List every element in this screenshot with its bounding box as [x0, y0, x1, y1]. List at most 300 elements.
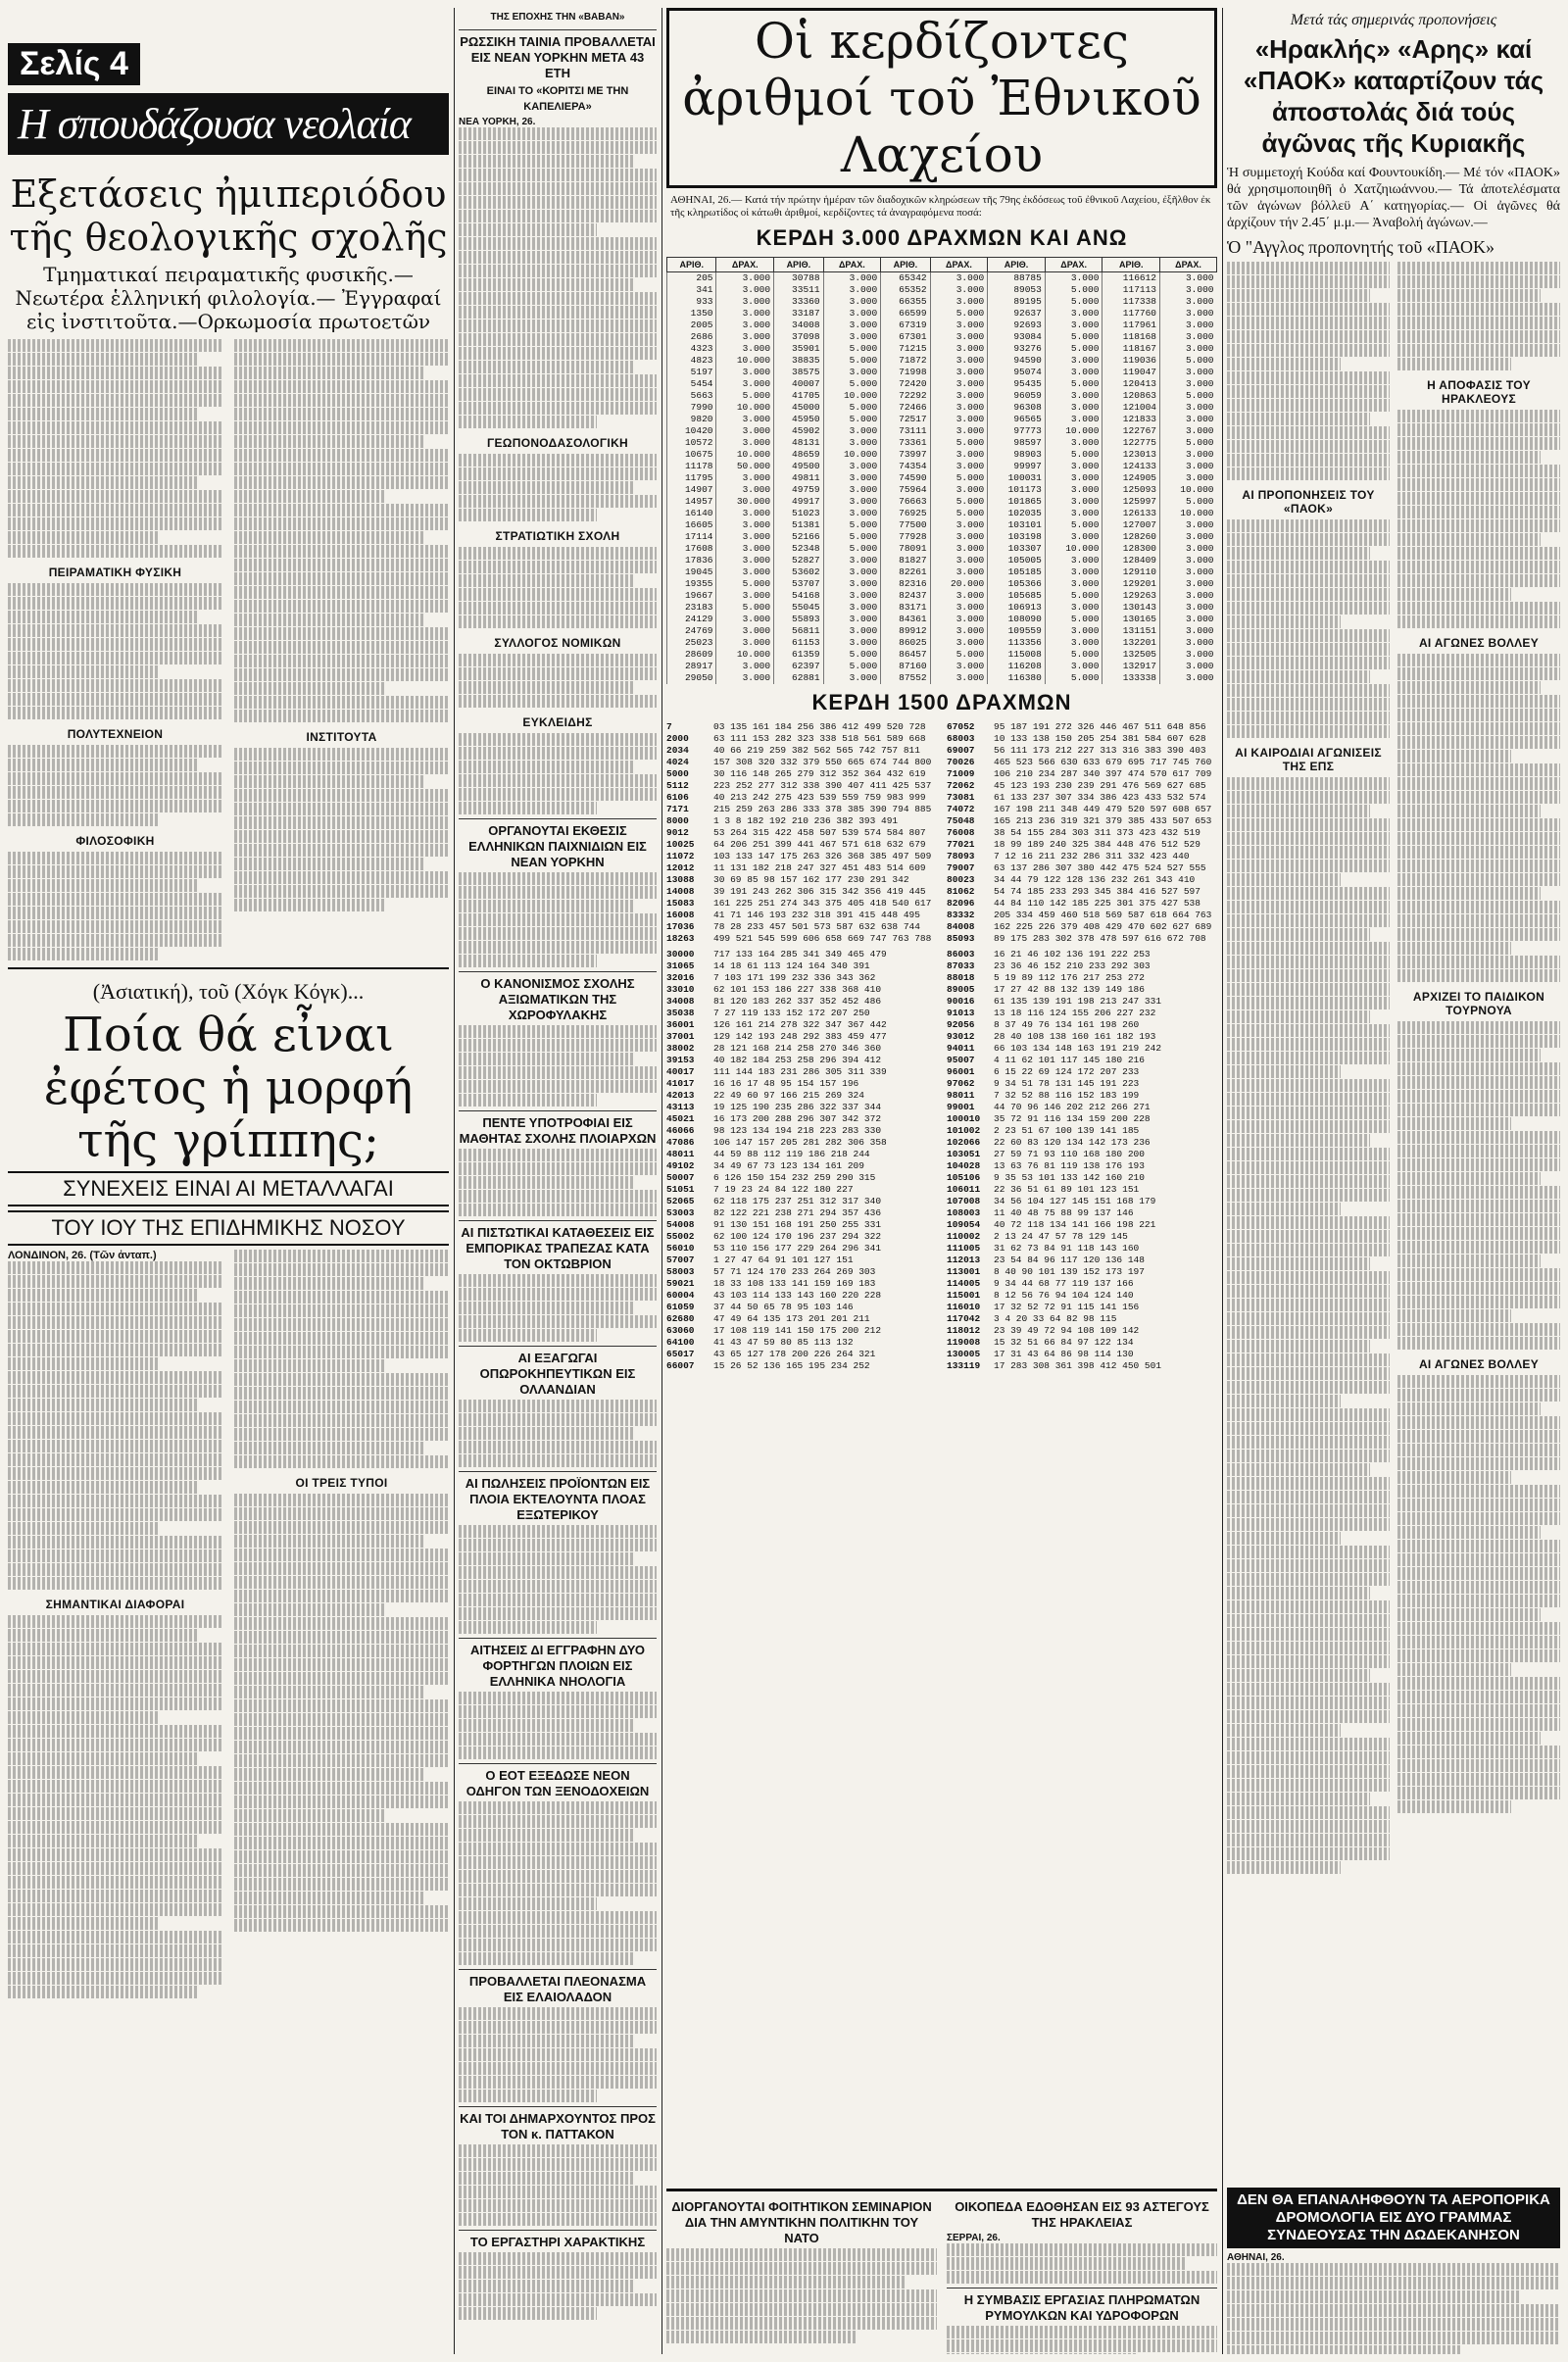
- list-item: [666, 1231, 937, 1243]
- table-row: [667, 614, 1217, 625]
- table-row: [667, 519, 1217, 531]
- sports-kicker: Μετά τάς σημερινάς προπονήσεις: [1290, 12, 1497, 28]
- prize-amount: 3.000: [930, 637, 988, 649]
- list-item: [947, 862, 1217, 874]
- ticket-number: 73997: [881, 449, 930, 461]
- ticket-number: 41705: [774, 390, 823, 402]
- sports-subheadline-coach: Ὁ "Αγγλος προπονητής τοῦ «ΠΑΟΚ»: [1227, 237, 1494, 257]
- winning-endings: 9 35 53 101 133 142 160 210: [994, 1172, 1145, 1183]
- ticket-number: 128409: [1102, 555, 1160, 566]
- list-item: [666, 721, 937, 733]
- ticket-number: 129201: [1102, 578, 1160, 590]
- section-head-paok-training: ΑΙ ΠΡΟΠΟΝΗΣΕΙΣ ΤΟΥ «ΠΑΟΚ»: [1242, 488, 1375, 516]
- ticket-number: 67319: [881, 320, 930, 331]
- prize-amount: 3.000: [1160, 378, 1217, 390]
- prize-amount: 3.000: [1045, 390, 1102, 402]
- winning-endings: 13 63 76 81 119 138 176 193: [994, 1160, 1145, 1171]
- winning-endings: 161 225 251 274 343 375 405 418 540 617: [713, 898, 932, 909]
- list-item: [666, 851, 937, 862]
- series-number: 62680: [666, 1313, 695, 1324]
- winning-endings: 5 19 89 112 176 217 253 272: [994, 972, 1145, 983]
- series-number: 31065: [666, 960, 695, 971]
- list-item: [666, 804, 937, 815]
- series-number: 86003: [947, 949, 975, 960]
- prize-amount: 3.000: [930, 414, 988, 425]
- series-number: 16008: [666, 910, 695, 920]
- series-number: 38002: [666, 1043, 695, 1054]
- list-item: [666, 1043, 937, 1055]
- list-item: [947, 733, 1217, 745]
- section-head-youth-tournament: ΑΡΧΙΖΕΙ ΤΟ ΠΑΙΔΙΚΟΝ ΤΟΥΡΝΟΥΑ: [1412, 990, 1545, 1017]
- prize-amount: 10.000: [716, 449, 774, 461]
- series-number: 36001: [666, 1019, 695, 1030]
- flu-subheadline-1: ΣΥΝΕΧΕΙΣ ΕΙΝΑΙ ΑΙ ΜΕΤΑΛΛΑΓΑΙ: [8, 1171, 449, 1206]
- ticket-number: 121004: [1102, 402, 1160, 414]
- list-item: [947, 768, 1217, 780]
- series-number: 33010: [666, 984, 695, 995]
- ticket-number: 92637: [988, 308, 1046, 320]
- ticket-number: 78091: [881, 543, 930, 555]
- winning-endings: 19 125 190 235 286 322 337 344: [713, 1102, 882, 1112]
- list-item: [947, 1255, 1217, 1266]
- column-news-briefs: [459, 8, 657, 2354]
- list-item: [666, 1090, 937, 1102]
- ticket-number: 96308: [988, 402, 1046, 414]
- prize-amount: 3.000: [1045, 472, 1102, 484]
- prize-amount: 5.000: [1045, 590, 1102, 602]
- list-item: [666, 960, 937, 972]
- prize-amount: 3.000: [1045, 308, 1102, 320]
- prize-1500-list-left: [666, 721, 937, 945]
- list-item: [666, 1113, 937, 1125]
- series-number: 56010: [666, 1243, 695, 1254]
- prize-amount: 3.000: [930, 543, 988, 555]
- list-item: [666, 1278, 937, 1290]
- prize-3000-title: ΚΕΡΔΗ 3.000 ΔΡΑΧΜΩΝ ΚΑΙ ΑΝΩ: [756, 225, 1128, 250]
- series-number: 10025: [666, 839, 695, 850]
- winning-endings: 95 187 191 272 326 446 467 511 648 856: [994, 721, 1206, 732]
- ticket-number: 126133: [1102, 508, 1160, 519]
- winning-endings: 40 213 242 275 423 539 559 759 983 999: [713, 792, 926, 803]
- col-header-number: ΑΡΙΘ.: [774, 258, 823, 272]
- winning-endings: 53 110 156 177 229 264 296 341: [713, 1243, 882, 1254]
- ticket-number: 933: [667, 296, 716, 308]
- list-item: [947, 1207, 1217, 1219]
- ship-sales-headline: ΑΙ ΠΩΛΗΣΕΙΣ ΠΡΟΪΟΝΤΩΝ ΕΙΣ ΠΛΟΙΑ ΕΚΤΕΛΟΥΝΤΑ ΠΛΟΑΣ ΕΞΩΤΕΡΙΚΟΥ: [465, 1476, 651, 1522]
- ticket-number: 5197: [667, 367, 716, 378]
- list-item: [947, 1313, 1217, 1325]
- winning-endings: 8 37 49 76 134 161 198 260: [994, 1019, 1140, 1030]
- bank-deposits-headline: ΑΙ ΠΙΣΤΩΤΙΚΑΙ ΚΑΤΑΘΕΣΕΙΣ ΕΙΣ ΕΜΠΟΡΙΚΑΣ ΤΡΑΠΕΖΑΣ ΚΑΤΑ ΤΟΝ ΟΚΤΩΒΡΙΟΝ: [461, 1225, 655, 1271]
- series-number: 13088: [666, 874, 695, 885]
- prize-amount: 3.000: [1160, 296, 1217, 308]
- list-item: [947, 1196, 1217, 1207]
- prize-amount: 3.000: [716, 672, 774, 684]
- winning-endings: 8 12 56 76 94 104 124 140: [994, 1290, 1134, 1301]
- prize-amount: 3.000: [1045, 625, 1102, 637]
- ticket-number: 106913: [988, 602, 1046, 614]
- flu-subheadline-2: ΤΟΥ ΙΟΥ ΤΗΣ ΕΠΙΔΗΜΙΚΗΣ ΝΟΣΟΥ: [8, 1210, 449, 1246]
- list-item: [666, 1149, 937, 1160]
- ticket-number: 77928: [881, 531, 930, 543]
- ticket-number: 2005: [667, 320, 716, 331]
- list-item: [666, 1313, 937, 1325]
- ticket-number: 118168: [1102, 331, 1160, 343]
- prize-amount: 10.000: [716, 649, 774, 661]
- series-number: 69007: [947, 745, 975, 756]
- list-item: [947, 1243, 1217, 1255]
- series-number: 55002: [666, 1231, 695, 1242]
- prize-long-lists: [666, 949, 1217, 1372]
- series-number: 103051: [947, 1149, 981, 1159]
- ticket-number: 89912: [881, 625, 930, 637]
- prize-amount: 5.000: [930, 472, 988, 484]
- list-item: [947, 972, 1217, 984]
- theology-exams-subheadline: Τμηματικαί πειραματικῆς φυσικῆς.—Νεωτέρα ἑλληνική φιλολογία.— Ἐγγραφαί εἰς ἰνστιτοῦτα.—Ορκωμοσία πρωτοετῶν: [15, 263, 442, 333]
- table-row: [667, 461, 1217, 472]
- table-row: [667, 531, 1217, 543]
- ticket-number: 97773: [988, 425, 1046, 437]
- winning-endings: 57 71 124 170 233 264 269 303: [713, 1266, 876, 1277]
- list-item: [666, 933, 937, 945]
- series-number: 111005: [947, 1243, 981, 1254]
- table-row: [667, 414, 1217, 425]
- list-item: [666, 972, 937, 984]
- prize-amount: 3.000: [930, 449, 988, 461]
- winning-endings: 16 173 200 288 296 307 342 372: [713, 1113, 882, 1124]
- ticket-number: 65342: [881, 272, 930, 285]
- winning-endings: 10 133 138 150 205 254 381 584 607 628: [994, 733, 1206, 744]
- list-item: [947, 1090, 1217, 1102]
- winning-endings: 126 161 214 278 322 347 367 442: [713, 1019, 887, 1030]
- winning-endings: 17 32 52 72 91 115 141 156: [994, 1302, 1140, 1312]
- ticket-number: 1350: [667, 308, 716, 320]
- ticket-number: 61153: [774, 637, 823, 649]
- list-item: [947, 1184, 1217, 1196]
- table-row: [667, 378, 1217, 390]
- gendarmerie-school-headline: Ο ΚΑΝΟΝΙΣΜΟΣ ΣΧΟΛΗΣ ΑΞΙΩΜΑΤΙΚΩΝ ΤΗΣ ΧΩΡΟΦΥΛΑΚΗΣ: [480, 976, 635, 1022]
- series-number: 17036: [666, 921, 695, 932]
- column-sports: [1227, 8, 1560, 2354]
- ticket-number: 117961: [1102, 320, 1160, 331]
- ticket-number: 128300: [1102, 543, 1160, 555]
- ticket-number: 120413: [1102, 378, 1160, 390]
- prize-amount: 3.000: [716, 637, 774, 649]
- prize-amount: 5.000: [823, 519, 881, 531]
- list-item: [666, 1160, 937, 1172]
- section-head-institutes: ΙΝΣΤΙΤΟΥΤΑ: [306, 730, 377, 744]
- prize-amount: 3.000: [823, 590, 881, 602]
- series-number: 133119: [947, 1360, 981, 1371]
- series-number: 115001: [947, 1290, 981, 1301]
- ticket-number: 128260: [1102, 531, 1160, 543]
- series-number: 41017: [666, 1078, 695, 1089]
- section-head-forestry: ΓΕΩΠΟΝΟΔΑΣΟΛΟΓΙΚΗ: [486, 436, 628, 450]
- list-item: [947, 827, 1217, 839]
- ticket-number: 132917: [1102, 661, 1160, 672]
- winning-endings: 17 31 43 64 86 98 114 130: [994, 1349, 1134, 1359]
- prize-amount: 3.000: [930, 661, 988, 672]
- ticket-number: 121833: [1102, 414, 1160, 425]
- winning-endings: 44 59 88 112 119 186 218 244: [713, 1149, 870, 1159]
- list-item: [666, 827, 937, 839]
- ticket-number: 19355: [667, 578, 716, 590]
- list-item: [947, 745, 1217, 757]
- prize-amount: 5.000: [1045, 378, 1102, 390]
- ticket-number: 67301: [881, 331, 930, 343]
- prize-amount: 3.000: [823, 308, 881, 320]
- prize-amount: 3.000: [1160, 543, 1217, 555]
- list-item: [947, 874, 1217, 886]
- list-item: [947, 1337, 1217, 1349]
- lottery-bottom-articles: [666, 2189, 1217, 2354]
- prize-3000-table: [666, 257, 1217, 684]
- winning-endings: 165 213 236 319 321 379 385 433 507 653: [994, 815, 1212, 826]
- series-number: 117042: [947, 1313, 981, 1324]
- prize-amount: 3.000: [1045, 555, 1102, 566]
- epoch-note: ΤΗΣ ΕΠΟΧΗΣ ΤΗΝ «ΒΑΒΑΝ»: [490, 12, 625, 23]
- ticket-number: 10675: [667, 449, 716, 461]
- list-item: [947, 1008, 1217, 1019]
- ticket-number: 76925: [881, 508, 930, 519]
- list-item: [666, 1019, 937, 1031]
- ticket-number: 72292: [881, 390, 930, 402]
- prize-amount: 3.000: [930, 284, 988, 296]
- prize-amount: 3.000: [716, 508, 774, 519]
- plots-dateline: ΣΕΡΡΑΙ, 26.: [947, 2233, 1001, 2243]
- prize-amount: 3.000: [823, 331, 881, 343]
- table-row: [667, 496, 1217, 508]
- winning-endings: 23 39 49 72 94 108 109 142: [994, 1325, 1140, 1336]
- series-number: 49102: [666, 1160, 695, 1171]
- ticket-number: 66355: [881, 296, 930, 308]
- table-row: [667, 637, 1217, 649]
- ticket-number: 66599: [881, 308, 930, 320]
- ticket-number: 82261: [881, 566, 930, 578]
- series-number: 47086: [666, 1137, 695, 1148]
- prize-amount: 3.000: [823, 602, 881, 614]
- prize-amount: 50.000: [716, 461, 774, 472]
- winning-endings: 3 4 20 33 64 82 98 115: [994, 1313, 1117, 1324]
- prize-amount: 3.000: [930, 590, 988, 602]
- series-number: 39153: [666, 1055, 695, 1065]
- prize-amount: 3.000: [1045, 320, 1102, 331]
- list-item: [666, 1184, 937, 1196]
- prize-amount: 3.000: [1045, 496, 1102, 508]
- prize-amount: 3.000: [823, 672, 881, 684]
- list-item: [666, 1290, 937, 1302]
- winning-endings: 03 135 161 184 256 386 412 499 520 728: [713, 721, 926, 732]
- prize-amount: 3.000: [1045, 402, 1102, 414]
- ticket-number: 119036: [1102, 355, 1160, 367]
- prize-amount: 3.000: [1045, 461, 1102, 472]
- series-number: 72062: [947, 780, 975, 791]
- winning-endings: 91 130 151 168 191 250 255 331: [713, 1219, 882, 1230]
- series-number: 68003: [947, 733, 975, 744]
- table-row: [667, 543, 1217, 555]
- winning-endings: 167 198 211 348 449 479 520 597 608 657: [994, 804, 1212, 814]
- prize-amount: 3.000: [1160, 531, 1217, 543]
- ticket-number: 117113: [1102, 284, 1160, 296]
- prize-amount: 5.000: [1045, 519, 1102, 531]
- ticket-number: 81827: [881, 555, 930, 566]
- ticket-number: 129263: [1102, 590, 1160, 602]
- series-number: 37001: [666, 1031, 695, 1042]
- ticket-number: 86457: [881, 649, 930, 661]
- series-number: 75048: [947, 815, 975, 826]
- list-item: [947, 1302, 1217, 1313]
- prize-amount: 5.000: [1045, 672, 1102, 684]
- winning-endings: 106 210 234 287 340 397 474 570 617 709: [994, 768, 1212, 779]
- prize-amount: 3.000: [930, 672, 988, 684]
- prize-amount: 5.000: [716, 390, 774, 402]
- winning-endings: 41 71 146 193 232 318 391 415 448 495: [713, 910, 920, 920]
- ticket-number: 103198: [988, 531, 1046, 543]
- table-row: [667, 449, 1217, 461]
- ticket-number: 45000: [774, 402, 823, 414]
- prize-amount: 3.000: [1160, 308, 1217, 320]
- prize-amount: 3.000: [823, 625, 881, 637]
- ticket-number: 11795: [667, 472, 716, 484]
- prize-amount: 3.000: [823, 296, 881, 308]
- ticket-number: 40007: [774, 378, 823, 390]
- series-number: 78093: [947, 851, 975, 861]
- ticket-number: 65352: [881, 284, 930, 296]
- winning-endings: 22 49 60 97 166 215 269 324: [713, 1090, 864, 1101]
- prize-amount: 5.000: [1160, 355, 1217, 367]
- series-number: 84008: [947, 921, 975, 932]
- list-item: [947, 1125, 1217, 1137]
- prize-amount: 3.000: [1160, 649, 1217, 661]
- column-student-news: [8, 8, 449, 2354]
- ticket-number: 82437: [881, 590, 930, 602]
- series-number: 113001: [947, 1266, 981, 1277]
- flu-dateline: ΛΟΝΔΙΝΟΝ, 26. (Τῶν ἀνταπ.): [8, 1250, 157, 1261]
- series-number: 2000: [666, 733, 689, 744]
- winning-endings: 41 43 47 59 80 85 113 132: [713, 1337, 854, 1348]
- series-number: 6106: [666, 792, 689, 803]
- list-item: [666, 1349, 937, 1360]
- prize-amount: 3.000: [1045, 414, 1102, 425]
- section-head-physics: ΠΕΙΡΑΜΑΤΙΚΗ ΦΥΣΙΚΗ: [48, 566, 182, 579]
- prize-amount: 3.000: [1160, 343, 1217, 355]
- hotel-guide-headline: Ο ΕΟΤ ΕΞΕΔΩΣΕ ΝΕΟΝ ΟΔΗΓΟΝ ΤΩΝ ΞΕΝΟΔΟΧΕΙΩΝ: [466, 1768, 650, 1798]
- prize-amount: 3.000: [716, 614, 774, 625]
- series-number: 15083: [666, 898, 695, 909]
- table-row: [667, 625, 1217, 637]
- list-item: [666, 862, 937, 874]
- ticket-number: 116208: [988, 661, 1046, 672]
- list-item: [666, 733, 937, 745]
- list-item: [947, 839, 1217, 851]
- ticket-number: 74590: [881, 472, 930, 484]
- ticket-number: 11178: [667, 461, 716, 472]
- list-item: [947, 1137, 1217, 1149]
- prize-amount: 3.000: [1045, 272, 1102, 285]
- series-number: 64100: [666, 1337, 695, 1348]
- series-number: 106011: [947, 1184, 981, 1195]
- ticket-number: 102035: [988, 508, 1046, 519]
- ticket-number: 33187: [774, 308, 823, 320]
- list-item: [947, 886, 1217, 898]
- sports-headline: «Ηρακλής» «Αρης» καί «ΠΑΟΚ» καταρτίζουν τάς ἀποστολάς διά τούς ἀγῶνας τῆς Κυριακῆς: [1243, 34, 1544, 158]
- table-row: [667, 272, 1217, 285]
- list-item: [666, 1055, 937, 1066]
- plots-headline: ΟΙΚΟΠΕΔΑ ΕΔΟΘΗΣΑΝ ΕΙΣ 93 ΑΣΤΕΓΟΥΣ ΤΗΣ ΗΡΑΚΛΕΙΑΣ: [955, 2199, 1209, 2230]
- prize-amount: 3.000: [716, 566, 774, 578]
- winning-endings: 44 84 110 142 185 225 301 375 427 538: [994, 898, 1200, 909]
- prize-amount: 3.000: [1160, 449, 1217, 461]
- prize-amount: 3.000: [1160, 555, 1217, 566]
- prize-amount: 3.000: [1160, 519, 1217, 531]
- winning-endings: 9 34 44 68 77 119 137 166: [994, 1278, 1134, 1289]
- list-item: [666, 898, 937, 910]
- ticket-number: 99997: [988, 461, 1046, 472]
- prize-amount: 5.000: [823, 531, 881, 543]
- list-item: [947, 792, 1217, 804]
- ticket-number: 34008: [774, 320, 823, 331]
- prize-amount: 3.000: [930, 320, 988, 331]
- winning-endings: 43 103 114 133 143 160 220 228: [713, 1290, 882, 1301]
- ticket-number: 53707: [774, 578, 823, 590]
- series-number: 60004: [666, 1290, 695, 1301]
- list-item: [947, 1325, 1217, 1337]
- series-number: 57007: [666, 1255, 695, 1265]
- winning-endings: 16 21 46 102 136 191 222 253: [994, 949, 1151, 960]
- winning-endings: 63 111 153 282 323 338 518 561 589 668: [713, 733, 926, 744]
- prize-amount: 3.000: [716, 343, 774, 355]
- winning-endings: 30 116 148 265 279 312 352 364 432 619: [713, 768, 926, 779]
- series-number: 80023: [947, 874, 975, 885]
- ticket-number: 105685: [988, 590, 1046, 602]
- list-item: [947, 1043, 1217, 1055]
- table-row: [667, 343, 1217, 355]
- winning-endings: 129 142 193 248 292 383 459 477: [713, 1031, 887, 1042]
- prize-amount: 3.000: [823, 320, 881, 331]
- ticket-number: 103101: [988, 519, 1046, 531]
- list-item: [947, 1219, 1217, 1231]
- prize-amount: 3.000: [823, 484, 881, 496]
- ticket-number: 16605: [667, 519, 716, 531]
- series-number: 101002: [947, 1125, 981, 1136]
- prize-amount: 3.000: [716, 284, 774, 296]
- section-head-eukleidis: ΕΥΚΛΕΙΔΗΣ: [522, 715, 593, 729]
- airline-routes-headline: ΔΕΝ ΘΑ ΕΠΑΝΑΛΗΦΘΟΥΝ ΤΑ ΑΕΡΟΠΟΡΙΚΑ ΔΡΟΜΟΛΟΓΙΑ ΕΙΣ ΔΥΟ ΓΡΑΜΜΑΣ ΣΥΝΔΕΟΥΣΑΣ ΤΗΝ ΔΩΔΕΚΑΝΗΣΟΝ: [1227, 2188, 1560, 2248]
- prize-amount: 3.000: [930, 296, 988, 308]
- table-row: [667, 402, 1217, 414]
- prize-amount: 3.000: [716, 425, 774, 437]
- ticket-number: 130165: [1102, 614, 1160, 625]
- ticket-number: 72517: [881, 414, 930, 425]
- ticket-number: 2686: [667, 331, 716, 343]
- prize-amount: 5.000: [823, 661, 881, 672]
- prize-amount: 3.000: [1045, 508, 1102, 519]
- ticket-number: 132201: [1102, 637, 1160, 649]
- series-number: 119008: [947, 1337, 981, 1348]
- winning-endings: 7 103 171 199 232 336 343 362: [713, 972, 876, 983]
- series-number: 34008: [666, 996, 695, 1007]
- list-item: [947, 757, 1217, 768]
- list-item: [947, 1360, 1217, 1372]
- list-item: [666, 1102, 937, 1113]
- ticket-number: 10420: [667, 425, 716, 437]
- section-head-polytechnic: ΠΟΛΥΤΕΧΝΕΙΟΝ: [67, 727, 164, 741]
- prize-amount: 3.000: [716, 331, 774, 343]
- ticket-number: 105366: [988, 578, 1046, 590]
- series-number: 90016: [947, 996, 975, 1007]
- list-item: [666, 1266, 937, 1278]
- series-number: 89005: [947, 984, 975, 995]
